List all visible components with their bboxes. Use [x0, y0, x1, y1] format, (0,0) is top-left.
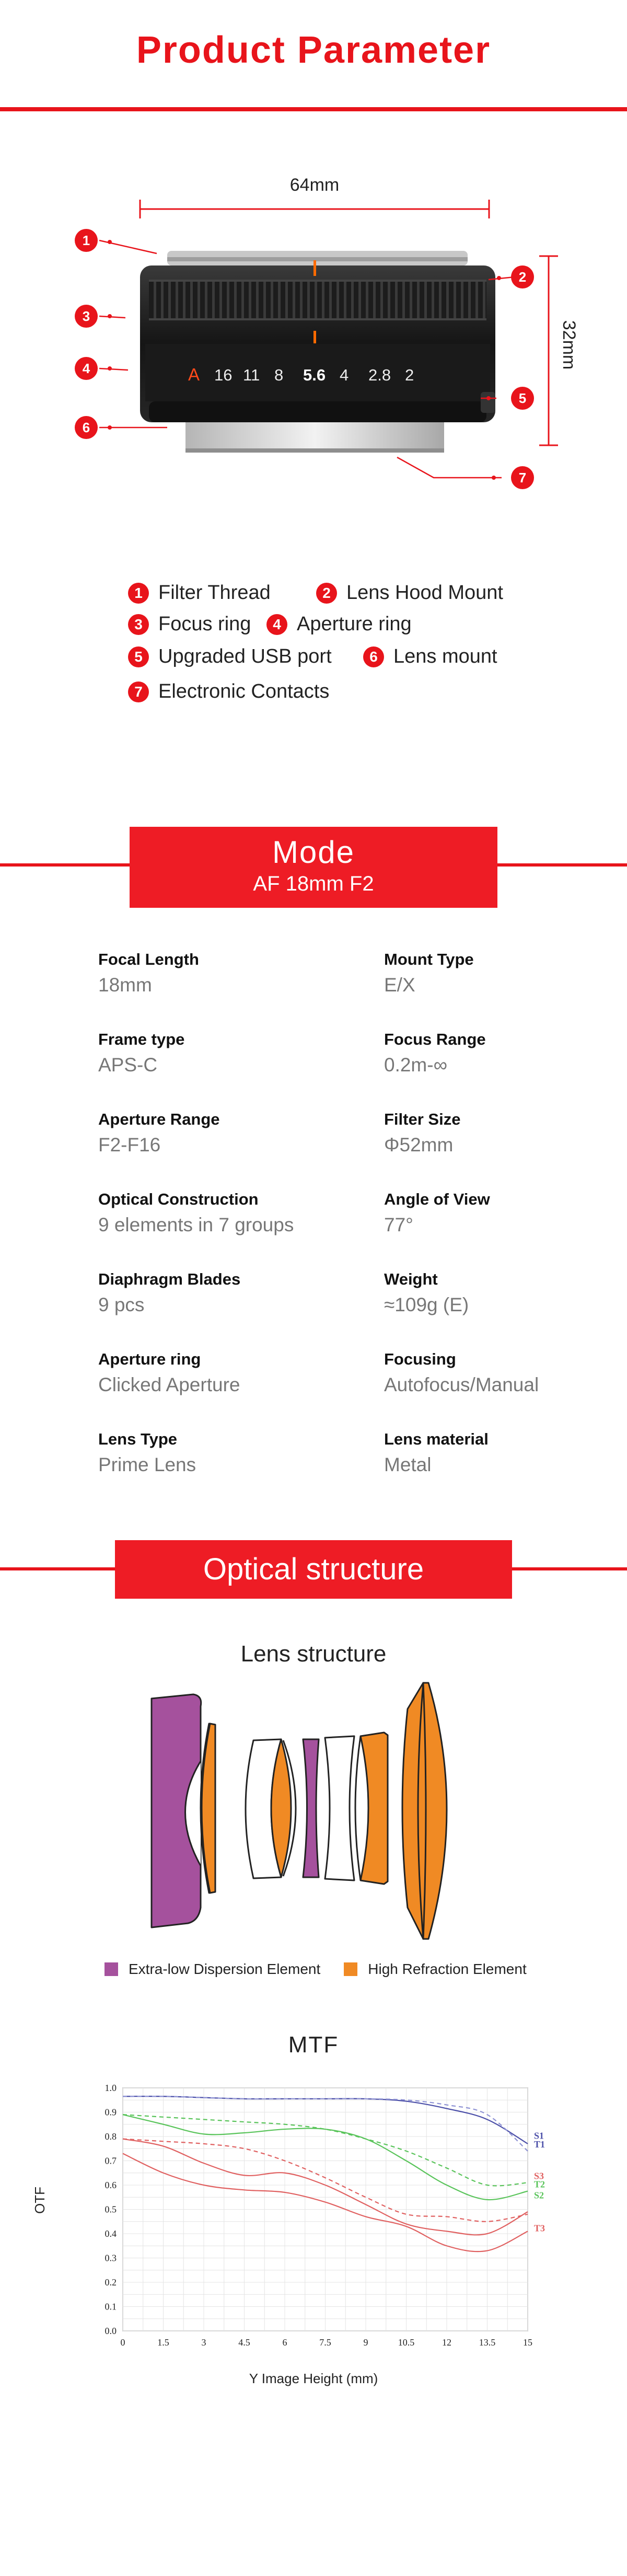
spec-focus-range: Focus Range 0.2m-∞ [384, 1030, 486, 1076]
spec-frame-type: Frame type APS-C [98, 1030, 185, 1076]
height-label: 32mm [559, 320, 579, 370]
lens-mount [185, 422, 444, 453]
spec-lens-material: Lens material Metal [384, 1430, 489, 1475]
ed-legend-swatch [104, 1962, 118, 1976]
mtf-chart [26, 2080, 601, 2404]
lens-structure-title: Lens structure [240, 1641, 387, 1667]
hr-legend-label: High Refraction Element [368, 1961, 527, 1977]
svg-text:7: 7 [518, 470, 527, 486]
series-label-t3: T3 [534, 2223, 545, 2234]
svg-text:2: 2 [518, 269, 527, 285]
spec-aperture-range: Aperture Range F2-F16 [98, 1110, 220, 1156]
page-title: Product Parameter [136, 29, 491, 71]
x-tick-label: 15 [523, 2337, 532, 2348]
lens-element-hr [361, 1732, 388, 1884]
parts-legend-item: 1 Filter Thread [128, 582, 271, 604]
aperture-mark: 11 [243, 366, 260, 384]
y-tick-label: 0.7 [104, 2155, 117, 2166]
mode-subtitle: AF 18mm F2 [253, 872, 374, 895]
x-tick-label: 7.5 [319, 2337, 331, 2348]
aperture-mark: 2 [405, 366, 414, 384]
spec-lens-type: Lens Type Prime Lens [98, 1430, 196, 1475]
spec-optical-construction: Optical Construction 9 elements in 7 groups [98, 1190, 294, 1235]
x-tick-label: 12 [442, 2337, 451, 2348]
mode-banner [130, 827, 497, 908]
svg-text:3: 3 [82, 308, 90, 324]
x-axis-label: Y Image Height (mm) [249, 2371, 378, 2386]
lens-legend [104, 1961, 527, 1978]
spec-mount-type: Mount Type E/X [384, 950, 474, 996]
aperture-mark: 5.6 [303, 366, 326, 384]
y-axis-label: OTF [32, 2187, 48, 2214]
x-tick-label: 9 [363, 2337, 368, 2348]
hr-legend-swatch [344, 1962, 357, 1976]
aperture-mark: 16 [214, 366, 233, 384]
mtf-title: MTF [288, 2032, 339, 2058]
x-tick-label: 4.5 [238, 2337, 250, 2348]
parts-legend-item: 6 Lens mount [363, 645, 497, 668]
spec-angle-of-view: Angle of View 77° [384, 1190, 490, 1235]
focus-ring [149, 280, 486, 320]
lens-structure-diagram [146, 1678, 491, 1949]
lens-element [325, 1736, 354, 1880]
spec-focal-length: Focal Length 18mm [98, 950, 199, 996]
lens-element-ed [303, 1739, 319, 1877]
optical-structure-banner: Optical structure [115, 1540, 512, 1599]
y-tick-label: 0.9 [104, 2107, 117, 2118]
y-tick-label: 0.4 [104, 2228, 117, 2239]
width-label: 64mm [289, 175, 340, 195]
series-label-s1: S1 [534, 2130, 544, 2141]
spec-focusing: Focusing Autofocus/Manual [384, 1350, 539, 1395]
lens-dimension-diagram [0, 146, 627, 512]
series-label-s3: S3 [534, 2170, 544, 2181]
series-label-s2: S2 [534, 2190, 544, 2201]
header-divider [0, 107, 627, 111]
aperture-mark: 2.8 [368, 366, 391, 384]
svg-text:1: 1 [82, 233, 90, 248]
y-tick-label: 0.3 [104, 2252, 117, 2263]
y-tick-label: 0.5 [104, 2204, 117, 2215]
usb-port [481, 392, 495, 413]
aperture-mark-auto: A [188, 365, 200, 384]
spec-aperture-ring: Aperture ring Clicked Aperture [98, 1350, 240, 1395]
svg-text:6: 6 [82, 420, 90, 435]
y-tick-label: 1.0 [104, 2083, 117, 2093]
y-tick-label: 0.0 [104, 2326, 117, 2336]
aperture-mark: 4 [340, 366, 349, 384]
mode-title: Mode [272, 835, 355, 870]
parts-legend-item: 3 Focus ring [128, 613, 251, 636]
series-label-t1: T1 [534, 2139, 545, 2150]
parts-legend-item: 2 Lens Hood Mount [316, 582, 503, 604]
x-tick-label: 0 [120, 2337, 125, 2348]
y-tick-label: 0.1 [104, 2301, 117, 2312]
parts-legend-item: 5 Upgraded USB port [128, 645, 332, 668]
parts-legend-item: 4 Aperture ring [266, 613, 412, 636]
x-tick-label: 10.5 [398, 2337, 415, 2348]
x-tick-label: 13.5 [479, 2337, 496, 2348]
x-tick-label: 1.5 [157, 2337, 169, 2348]
spec-diaphragm-blades: Diaphragm Blades 9 pcs [98, 1270, 241, 1315]
x-tick-label: 6 [282, 2337, 287, 2348]
aperture-mark: 8 [274, 366, 284, 384]
y-tick-label: 0.2 [104, 2277, 117, 2288]
ed-legend-label: Extra-low Dispersion Element [129, 1961, 321, 1977]
svg-text:5: 5 [518, 390, 527, 406]
x-tick-label: 3 [201, 2337, 206, 2348]
series-label-t2: T2 [534, 2179, 545, 2190]
spec-filter-size: Filter Size Φ52mm [384, 1110, 461, 1156]
y-tick-label: 0.8 [104, 2131, 117, 2142]
parts-legend-item: 7 Electronic Contacts [128, 680, 329, 703]
svg-text:4: 4 [82, 361, 90, 376]
spec-weight: Weight ≈109g (E) [384, 1270, 469, 1315]
y-tick-label: 0.6 [104, 2180, 117, 2190]
